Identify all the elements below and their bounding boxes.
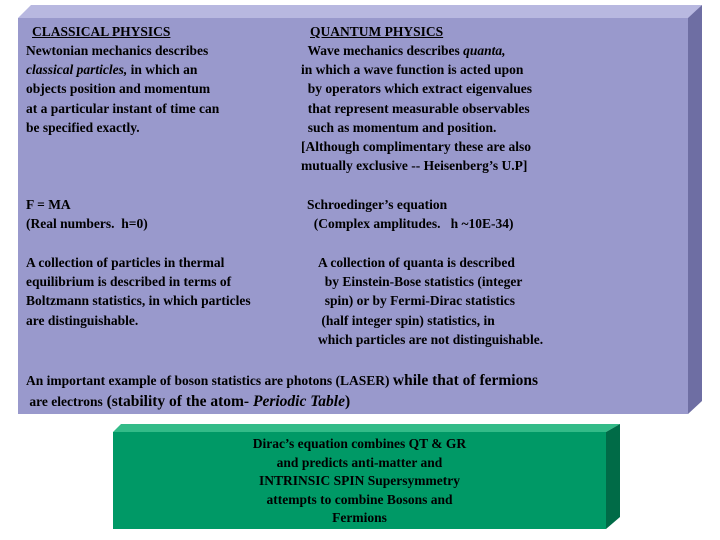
dirac-line-5: Fermions <box>332 510 387 525</box>
classical-statistics: A collection of particles in thermal equilibrium is described in terms of Boltzmann statistics, in which particles are distinguishable. <box>26 255 251 328</box>
dirac-line-2: and predicts anti-matter and <box>276 454 443 470</box>
top-box-bevel-top <box>18 5 702 18</box>
boson-fermion-note: An important example of boson statistics are photons (LASER) while that of fermions are electrons (stability of the atom- Periodic Table) <box>26 372 538 410</box>
classical-heading: CLASSICAL PHYSICS <box>32 24 171 39</box>
top-box-bevel-side <box>688 5 702 414</box>
quantum-heading: QUANTUM PHYSICS <box>310 24 444 39</box>
dirac-line-4: attempts to combine Bosons and <box>266 491 453 507</box>
dirac-box-bevel-side <box>606 424 620 529</box>
dirac-box-bevel-top <box>113 424 620 432</box>
dirac-line-1: Dirac’s equation combines QT & GR <box>252 436 467 451</box>
classical-intro-text: Newtonian mechanics describes classical particles, in which an objects position and momentum at a particular instant of time can be specified exactly. <box>26 43 220 135</box>
quantum-intro-text: Wave mechanics describes quanta, in which a wave function is acted upon by operators which extract eigenvalues that represent measurable observables such as momentum and position. [Although complimentary these are also mutually exclusive -- Heisenberg’s U.P] <box>301 43 532 174</box>
quantum-statistics: A collection of quanta is described by Einstein-Bose statistics (integer spin) or by Fermi-Dirac statistics (half integer spin) statistics, in which particles are not distinguishable. <box>318 255 544 347</box>
quantum-equation: Schroedinger’s equation (Complex amplitudes. h ~10E-34) <box>307 197 514 232</box>
dirac-box-text <box>113 435 606 528</box>
classical-equation: F = MA (Real numbers. h=0) <box>26 197 148 232</box>
dirac-line-3: INTRINSIC SPIN Supersymmetry <box>258 473 460 488</box>
